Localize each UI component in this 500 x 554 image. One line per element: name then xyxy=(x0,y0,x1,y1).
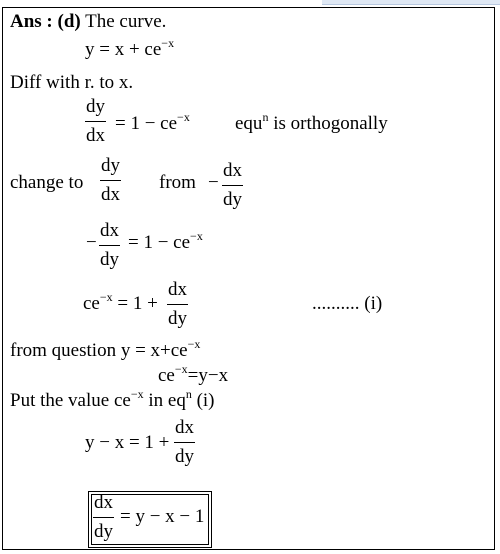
question-line xyxy=(10,336,201,362)
curve-equation-text: y = x + ce xyxy=(85,39,162,60)
put-line xyxy=(10,386,215,412)
put-pre: Put the value ce xyxy=(10,390,131,411)
fraction-denominator: dy xyxy=(223,189,242,210)
equation-tag: .......... (i) xyxy=(312,293,383,314)
fraction-numerator: dx xyxy=(99,220,120,246)
from-label: from xyxy=(159,172,196,193)
answer-label: Ans : (d) xyxy=(10,11,81,32)
equation-3-exponent: −x xyxy=(99,289,113,304)
top-strip xyxy=(322,0,500,5)
change-label: change to xyxy=(10,172,84,193)
fraction-denominator: dx xyxy=(86,125,105,146)
fraction-denominator: dy xyxy=(100,249,119,270)
equation-3-lhs-text: ce xyxy=(83,293,100,314)
minus-sign: − xyxy=(86,232,97,253)
equation-1-rhs xyxy=(115,109,190,135)
question-text: from question y = x+ce xyxy=(10,340,188,361)
equation-4-lhs: y − x = 1 + xyxy=(85,432,170,453)
fraction-from-dx-dy xyxy=(222,160,243,211)
put-post: (i) xyxy=(191,390,215,411)
curve-equation xyxy=(85,35,175,61)
fraction-numerator: dy xyxy=(100,155,121,181)
equation-2-rhs xyxy=(128,228,203,254)
answer-text: The curve. xyxy=(80,11,167,32)
fraction-numerator: dx xyxy=(167,279,188,305)
fraction-dx-dy xyxy=(99,220,120,271)
fraction-change-dy-dx xyxy=(100,155,121,206)
put-sup: n xyxy=(185,386,192,401)
fraction-numerator: dx xyxy=(93,492,114,518)
rearranged-line xyxy=(158,361,229,387)
equation-1-exponent: −x xyxy=(177,109,190,124)
fraction-final-dx-dy xyxy=(93,492,114,543)
fraction-numerator: dx xyxy=(174,417,195,443)
orthogonal-pre: equ xyxy=(235,113,263,134)
equation-3-lhs xyxy=(83,289,158,315)
question-exponent: −x xyxy=(187,336,201,351)
fraction-dx-dy xyxy=(174,417,195,468)
rearranged-exponent: −x xyxy=(174,361,188,376)
final-rhs: = y − x − 1 xyxy=(120,506,205,527)
fraction-denominator: dx xyxy=(101,184,120,205)
fraction-denominator: dy xyxy=(168,308,187,329)
orthogonal-sup: n xyxy=(262,109,269,124)
orthogonal-post: is orthogonally xyxy=(268,113,388,134)
rearranged-post: =y−x xyxy=(187,365,229,386)
answer-line xyxy=(10,11,166,33)
put-mid: in eq xyxy=(143,390,186,411)
fraction-numerator: dy xyxy=(85,96,106,122)
orthogonal-note xyxy=(235,109,388,135)
fraction-denominator: dy xyxy=(175,446,194,467)
curve-exponent: −x xyxy=(161,35,175,50)
minus-sign: − xyxy=(208,172,219,193)
fraction-dy-dx xyxy=(85,96,106,147)
answer-box xyxy=(2,7,495,550)
equation-2-exponent: −x xyxy=(190,228,203,243)
equation-3-rhs-text: = 1 + xyxy=(112,293,158,314)
fraction-denominator: dy xyxy=(94,521,113,542)
final-answer-box xyxy=(88,491,212,548)
put-exponent: −x xyxy=(130,386,144,401)
fraction-dx-dy xyxy=(167,279,188,330)
rearranged-pre: ce xyxy=(158,365,175,386)
fraction-numerator: dx xyxy=(222,160,243,186)
equation-2-rhs-text: = 1 − ce xyxy=(128,232,191,253)
equation-1-rhs-text: = 1 − ce xyxy=(115,113,178,134)
diff-line: Diff with r. to x. xyxy=(10,72,134,93)
